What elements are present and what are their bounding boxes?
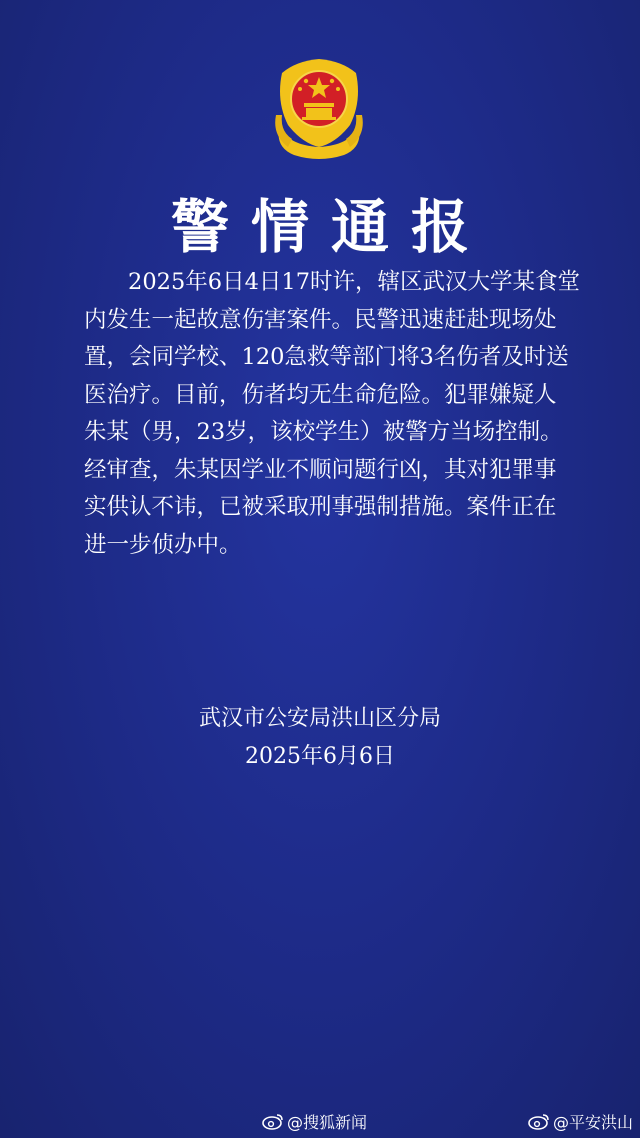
notice-line: 2025年6日4日17时许，辖区武汉大学某食堂: [128, 269, 581, 295]
issue-date: 2025年6月6日: [245, 744, 395, 769]
weibo-icon: [262, 1112, 284, 1130]
notice-body: [84, 264, 581, 564]
issuer-block: [0, 700, 640, 776]
watermark-pingan: [528, 1110, 633, 1132]
notice-line: 医治疗。目前，伤者均无生命危险。犯罪嫌疑人: [84, 381, 557, 408]
notice-line: 实供认不讳，已被采取刑事强制措施。案件正在: [84, 494, 557, 520]
watermark-sohu: [262, 1110, 367, 1132]
watermark-text: @搜狐新闻: [287, 1112, 368, 1132]
police-emblem: [272, 55, 366, 159]
notice-line: 进一步侦办中。: [84, 531, 242, 558]
weibo-icon: [528, 1112, 550, 1130]
notice-line: 内发生一起故意伤害案件。民警迅速赶赴现场处: [84, 306, 557, 333]
notice-line: 置，会同学校、120急救等部门将3名伤者及时送: [84, 344, 569, 370]
notice-line: 朱某（男，23岁，该校学生）被警方当场控制。: [84, 419, 563, 445]
notice-line: 经审查，朱某因学业不顺问题行凶，其对犯罪事: [84, 456, 557, 483]
notice-title: 警情通报: [170, 193, 491, 261]
issuer-name: 武汉市公安局洪山区分局: [198, 706, 441, 731]
watermark-text: @平安洪山: [553, 1112, 634, 1132]
